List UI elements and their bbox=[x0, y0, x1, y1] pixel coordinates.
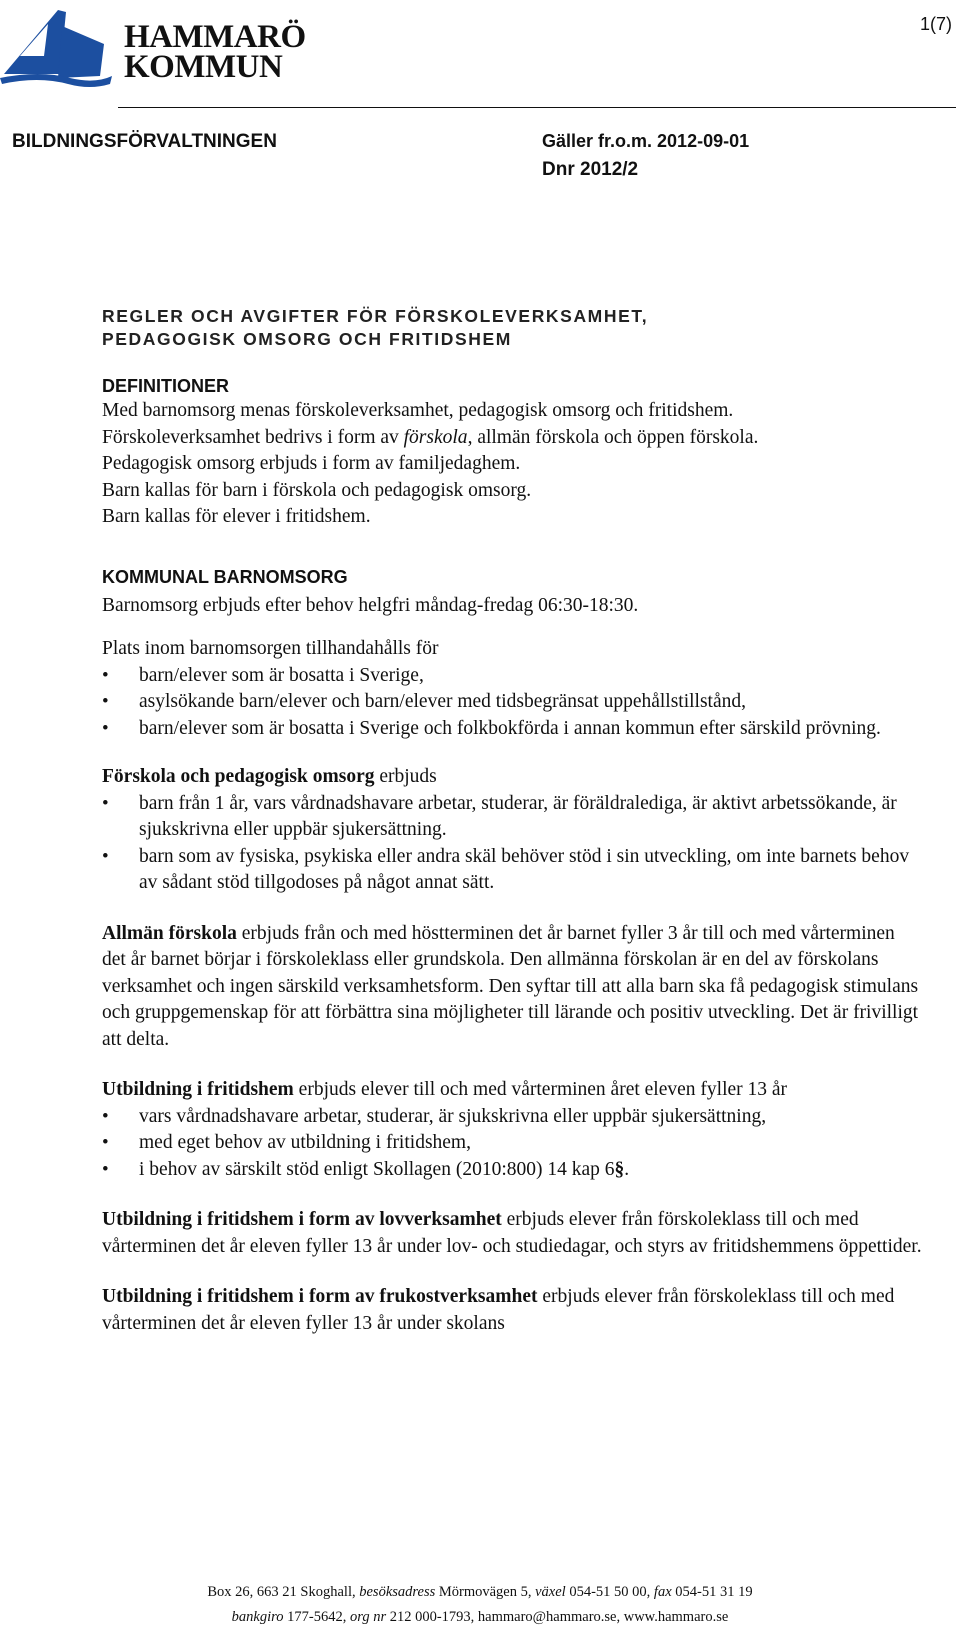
document-title bbox=[102, 305, 922, 351]
definition-line: Barn kallas för elever i fritidshem. bbox=[102, 506, 371, 527]
valid-from-date: Gäller fr.o.m. 2012-09-01 bbox=[542, 131, 750, 151]
paragraph-text: erbjuds elever från förskoleklass till och med vårterminen det år eleven fyller 13 år under skolans bbox=[102, 1286, 895, 1334]
list-item: • barn från 1 år, vars vårdnadshavare arbetar, studerar, är föräldralediga, är aktivt arbetssökande, är sjukskrivna eller uppbär sjukersättning. bbox=[102, 791, 922, 844]
municipal-childcare-section bbox=[102, 593, 922, 1338]
definition-line: Med barnomsorg menas förskoleverksamhet, pedagogisk omsorg och fritidshem. bbox=[102, 400, 734, 421]
paragraph-lead: Utbildning i fritidshem bbox=[102, 1079, 294, 1100]
footer-address bbox=[0, 1584, 960, 1601]
footer-text: 212 000-1793, hammaro@hammaro.se, www.hammaro.se bbox=[386, 1609, 729, 1625]
footer-text: Mörmovägen 5, bbox=[435, 1584, 536, 1600]
definition-italic-text: förskola bbox=[403, 426, 468, 448]
definitions-section bbox=[102, 398, 922, 531]
footer-label: fax bbox=[653, 1584, 672, 1600]
list-item: • vars vårdnadshavare arbetar, studerar, är sjukskrivna eller uppbär sjukersättning, bbox=[102, 1104, 922, 1131]
paragraph-lead: Förskola och pedagogisk omsorg bbox=[102, 766, 375, 787]
footer-contact bbox=[0, 1609, 960, 1626]
paragraph-text: erbjuds bbox=[374, 766, 437, 787]
footer-text: 177-5642, bbox=[283, 1609, 350, 1625]
footer-label: växel bbox=[535, 1584, 566, 1600]
logo-line-2: KOMMUN bbox=[124, 49, 283, 85]
department-name: BILDNINGSFÖRVALTNINGEN bbox=[12, 131, 277, 152]
reference-number: Dnr 2012/2 bbox=[542, 159, 639, 180]
definition-text: , allmän förskola och öppen förskola. bbox=[467, 426, 759, 448]
footer-label: org nr bbox=[349, 1609, 387, 1625]
definition-line: Pedagogisk omsorg erbjuds i form av familjedaghem. bbox=[102, 453, 521, 474]
footer-label: besöksadress bbox=[359, 1584, 436, 1600]
preschool-paragraph bbox=[102, 764, 922, 791]
definition-line: Barn kallas för barn i förskola och pedagogisk omsorg. bbox=[102, 479, 532, 501]
preschool-list bbox=[102, 791, 922, 897]
sailboat-logo-icon bbox=[0, 4, 118, 90]
footer-text: 054-51 31 19 bbox=[671, 1584, 753, 1600]
paragraph-lead: Utbildning i fritidshem i form av frukostverksamhet bbox=[102, 1286, 538, 1307]
header-rule bbox=[118, 107, 956, 108]
document-body bbox=[102, 305, 922, 1337]
list-item-text: . bbox=[624, 1158, 630, 1180]
list-item: • barn/elever som är bosatta i Sverige, bbox=[102, 663, 922, 690]
paragraph-lead: Utbildning i fritidshem i form av lovverksamhet bbox=[102, 1209, 502, 1230]
opening-hours: Barnomsorg erbjuds efter behov helgfri måndag-fredag 06:30-18:30. bbox=[102, 594, 639, 616]
list-item: • barn som av fysiska, psykiska eller andra skäl behöver stöd i sin utveckling, om inte barnets behov av sådant stöd tillgodoses på något annat sätt. bbox=[102, 844, 922, 897]
general-preschool-paragraph bbox=[102, 921, 922, 1054]
list-item-text: i behov av särskilt stöd enligt Skollagen (2010:800) 14 kap 6 bbox=[139, 1158, 615, 1180]
title-line-1: REGLER OCH AVGIFTER FÖR FÖRSKOLEVERKSAMHET, bbox=[102, 306, 649, 326]
page-number: 1(7) bbox=[919, 14, 952, 34]
afterschool-paragraph bbox=[102, 1077, 922, 1104]
list-item bbox=[102, 1157, 922, 1184]
section-symbol: § bbox=[614, 1158, 625, 1180]
definition-line bbox=[102, 425, 922, 452]
breakfast-paragraph bbox=[102, 1284, 922, 1337]
municipality-logo bbox=[0, 4, 320, 90]
definition-text: Förskoleverksamhet bedrivs i form av bbox=[102, 426, 404, 448]
paragraph-text: erbjuds från och med höstterminen det år barnet fyller 3 år till och med vårterminen det år barnet börjar i förskoleklass eller grundskola. Den allmänna förskolan är en del av förskolans verksamhet och ingen särskild verksamhetsform. Den syftar till att alla barn ska få pedagogisk stimulans och gruppgemenskap för att förbättra sina möjligheter till lärande och positiv utveckling. Det är frivilligt att delta. bbox=[102, 922, 919, 1050]
footer-text: Box 26, 663 21 Skoghall, bbox=[207, 1584, 360, 1600]
list-item: • med eget behov av utbildning i fritidshem, bbox=[102, 1130, 922, 1157]
eligibility-intro: Plats inom barnomsorgen tillhandahålls för bbox=[102, 638, 439, 659]
list-item: • barn/elever som är bosatta i Sverige och folkbokförda i annan kommun efter särskild prövning. bbox=[102, 716, 922, 743]
footer-text: 054-51 50 00, bbox=[565, 1584, 654, 1600]
footer-label: bankgiro bbox=[231, 1609, 284, 1625]
paragraph-text: erbjuds elever till och med vårterminen året eleven fyller 13 år bbox=[293, 1079, 788, 1100]
eligibility-list bbox=[102, 663, 922, 743]
holiday-paragraph bbox=[102, 1207, 922, 1260]
paragraph-lead: Allmän förskola bbox=[102, 922, 237, 944]
title-line-2: PEDAGOGISK OMSORG OCH FRITIDSHEM bbox=[102, 329, 512, 349]
paragraph-text: erbjuds elever från förskoleklass till och med vårterminen det år eleven fyller 13 år under lov- och studiedagar, och styrs av fritidshemmens öppettider. bbox=[102, 1209, 922, 1257]
afterschool-list bbox=[102, 1104, 922, 1184]
list-item: • asylsökande barn/elever och barn/elever med tidsbegränsat uppehållstillstånd, bbox=[102, 689, 922, 716]
definitions-heading: DEFINITIONER bbox=[102, 376, 230, 396]
logo-line-1: HAMMARÖ bbox=[124, 19, 306, 55]
municipal-childcare-heading: KOMMUNAL BARNOMSORG bbox=[102, 566, 348, 587]
